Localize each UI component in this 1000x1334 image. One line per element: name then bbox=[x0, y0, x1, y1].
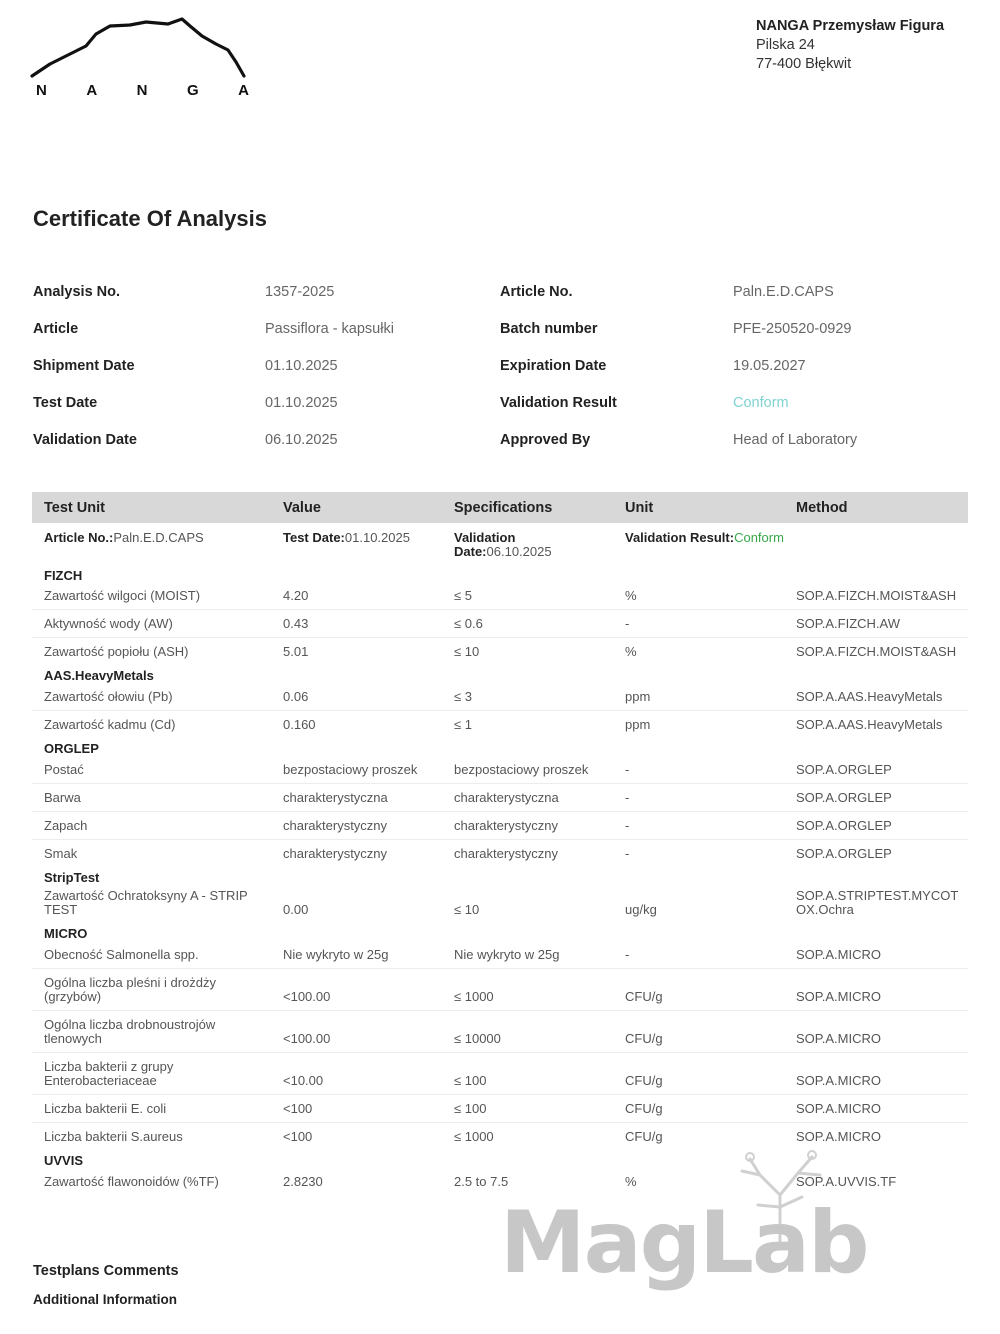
method-cell: SOP.A.FIZCH.MOIST&ASH bbox=[796, 644, 957, 659]
method-cell: SOP.A.ORGLEP bbox=[796, 762, 892, 777]
test-date-value: 01.10.2025 bbox=[265, 395, 338, 411]
value-cell: <100 bbox=[283, 1101, 313, 1116]
table-row bbox=[32, 1011, 968, 1053]
spec-cell: ≤ 100 bbox=[454, 1101, 487, 1116]
article-summary-row bbox=[32, 523, 968, 565]
summary-validation-label-2: Date: bbox=[454, 544, 487, 559]
meta-row bbox=[0, 284, 1000, 304]
spec-cell: ≤ 100 bbox=[454, 1073, 487, 1088]
method-cell: SOP.A.UVVIS.TF bbox=[796, 1174, 897, 1189]
test-unit-cell: Barwa bbox=[44, 790, 81, 805]
summary-test-date-label: Test Date: bbox=[283, 530, 345, 545]
spec-cell: charakterystyczny bbox=[454, 846, 559, 861]
unit-cell: CFU/g bbox=[625, 1101, 663, 1116]
method-cell: SOP.A.FIZCH.AW bbox=[796, 616, 901, 631]
test-unit-cell: Zawartość ołowiu (Pb) bbox=[44, 689, 173, 704]
value-cell: charakterystyczny bbox=[283, 846, 388, 861]
method-cell: SOP.A.MICRO bbox=[796, 1031, 882, 1046]
spec-cell: ≤ 0.6 bbox=[454, 616, 483, 631]
value-cell: 2.8230 bbox=[283, 1174, 323, 1189]
summary-article bbox=[44, 531, 204, 545]
group-heading bbox=[32, 565, 968, 583]
value-cell: <100.00 bbox=[283, 989, 331, 1004]
method-cell: SOP.A.MICRO bbox=[796, 1129, 882, 1144]
article-value: Passiflora - kapsułki bbox=[265, 321, 394, 337]
table-row bbox=[32, 784, 968, 812]
table-row bbox=[32, 1053, 968, 1095]
summary-article-value: Paln.E.D.CAPS bbox=[113, 530, 204, 545]
table-row bbox=[32, 610, 968, 638]
group-name: MICRO bbox=[44, 926, 88, 941]
company-city: 77-400 Błękwit bbox=[756, 56, 852, 72]
table-header bbox=[32, 492, 968, 523]
approved-by-value: Head of Laboratory bbox=[733, 432, 858, 448]
value-cell: 5.01 bbox=[283, 644, 309, 659]
expiration-date-label: Expiration Date bbox=[500, 358, 607, 374]
summary-result-value: Conform bbox=[734, 530, 784, 545]
method-cell: SOP.A.MICRO bbox=[796, 947, 882, 962]
value-cell: Nie wykryto w 25g bbox=[283, 947, 389, 962]
company-name: NANGA Przemysław Figura bbox=[756, 18, 945, 34]
spec-cell: ≤ 5 bbox=[454, 588, 472, 603]
validation-result-label: Validation Result bbox=[500, 395, 617, 411]
value-cell: 0.06 bbox=[283, 689, 309, 704]
spec-cell: bezpostaciowy proszek bbox=[454, 762, 589, 777]
test-unit-cell: Liczba bakterii z grupy Enterobacteriaceae bbox=[44, 1059, 174, 1088]
spec-cell: charakterystyczny bbox=[454, 818, 559, 833]
table-row bbox=[32, 583, 968, 610]
method-cell: SOP.A.MICRO bbox=[796, 1101, 882, 1116]
header-unit: Unit bbox=[625, 500, 654, 516]
spec-cell: ≤ 10 bbox=[454, 902, 480, 917]
unit-cell: CFU/g bbox=[625, 1031, 663, 1046]
article-label: Article bbox=[33, 321, 79, 337]
method-cell: SOP.A.FIZCH.MOIST&ASH bbox=[796, 588, 957, 603]
value-cell: charakterystyczna bbox=[283, 790, 388, 805]
spec-cell: ≤ 1000 bbox=[454, 989, 494, 1004]
test-date-label: Test Date bbox=[33, 395, 98, 411]
meta-row bbox=[0, 358, 1000, 378]
spec-cell: ≤ 1000 bbox=[454, 1129, 494, 1144]
mountain-logo-icon bbox=[30, 16, 252, 80]
spec-cell: ≤ 3 bbox=[454, 689, 472, 704]
testplans-comments-heading: Testplans Comments bbox=[33, 1263, 179, 1279]
test-unit-cell: Liczba bakterii S.aureus bbox=[44, 1129, 183, 1144]
validation-result-value: Conform bbox=[733, 395, 789, 411]
group-heading bbox=[32, 923, 968, 941]
test-unit-cell: Zawartość popiołu (ASH) bbox=[44, 644, 189, 659]
page-title: Certificate Of Analysis bbox=[33, 206, 267, 231]
value-cell: <10.00 bbox=[283, 1073, 324, 1088]
unit-cell: % bbox=[625, 1174, 637, 1189]
spec-cell: ≤ 10000 bbox=[454, 1031, 501, 1046]
test-unit-cell: Postać bbox=[44, 762, 84, 777]
group-name: AAS.HeavyMetals bbox=[44, 668, 154, 683]
validation-date-label: Validation Date bbox=[33, 432, 137, 448]
value-cell: <100 bbox=[283, 1129, 313, 1144]
analysis-no-label: Analysis No. bbox=[33, 284, 121, 300]
method-cell: SOP.A.AAS.HeavyMetals bbox=[796, 717, 943, 732]
test-unit-cell: Zawartość wilgoci (MOIST) bbox=[44, 588, 201, 603]
unit-cell: ppm bbox=[625, 689, 651, 704]
table-row bbox=[32, 711, 968, 738]
table-row bbox=[32, 812, 968, 840]
logo-letter: N bbox=[136, 82, 149, 99]
meta-row bbox=[0, 395, 1000, 415]
method-cell: SOP.A.ORGLEP bbox=[796, 790, 892, 805]
unit-cell: % bbox=[625, 588, 637, 603]
logo-letter: N bbox=[36, 82, 48, 99]
value-cell: 4.20 bbox=[283, 588, 309, 603]
batch-label: Batch number bbox=[500, 321, 598, 337]
test-unit-cell: Zawartość Ochratoksyny A - STRIP TEST bbox=[44, 888, 248, 917]
approved-by-label: Approved By bbox=[500, 432, 591, 448]
summary-article-label: Article No.: bbox=[44, 530, 114, 545]
test-unit-cell: Aktywność wody (AW) bbox=[44, 616, 173, 631]
summary-validation-date bbox=[454, 531, 552, 559]
group-name: StripTest bbox=[44, 870, 100, 885]
method-cell: SOP.A.MICRO bbox=[796, 1073, 882, 1088]
unit-cell: - bbox=[625, 762, 630, 777]
analysis-no-value: 1357-2025 bbox=[265, 284, 335, 300]
summary-validation-result bbox=[625, 531, 784, 545]
test-unit-cell: Zapach bbox=[44, 818, 88, 833]
value-cell: 0.43 bbox=[283, 616, 309, 631]
nanga-logo bbox=[30, 16, 252, 100]
test-unit-cell: Zawartość flawonoidów (%TF) bbox=[44, 1174, 219, 1189]
method-cell: SOP.A.ORGLEP bbox=[796, 846, 892, 861]
test-unit-cell: Obecność Salmonella spp. bbox=[44, 947, 199, 962]
unit-cell: CFU/g bbox=[625, 989, 663, 1004]
header-test-unit: Test Unit bbox=[44, 500, 105, 516]
unit-cell: ppm bbox=[625, 717, 651, 732]
test-unit-cell: Zawartość kadmu (Cd) bbox=[44, 717, 176, 732]
results-table bbox=[32, 492, 968, 1195]
unit-cell: % bbox=[625, 644, 637, 659]
shipment-date-value: 01.10.2025 bbox=[265, 358, 338, 374]
shipment-date-label: Shipment Date bbox=[33, 358, 135, 374]
method-cell: SOP.A.STRIPTEST.MYCOTOX.Ochra bbox=[796, 888, 959, 917]
meta-row bbox=[0, 432, 1000, 452]
group-heading bbox=[32, 738, 968, 756]
value-cell: 0.00 bbox=[283, 902, 309, 917]
table-row bbox=[32, 885, 968, 923]
value-cell: charakterystyczny bbox=[283, 818, 388, 833]
summary-test-date-value: 01.10.2025 bbox=[344, 530, 410, 545]
summary-result-label: Validation Result: bbox=[625, 530, 735, 545]
test-unit-cell: Liczba bakterii E. coli bbox=[44, 1101, 167, 1116]
company-address bbox=[756, 17, 944, 74]
value-cell: <100.00 bbox=[283, 1031, 331, 1046]
unit-cell: CFU/g bbox=[625, 1129, 663, 1144]
summary-validation-value: 06.10.2025 bbox=[486, 544, 552, 559]
unit-cell: - bbox=[625, 846, 630, 861]
batch-value: PFE-250520-0929 bbox=[733, 321, 852, 337]
spec-cell: ≤ 10 bbox=[454, 644, 480, 659]
unit-cell: - bbox=[625, 616, 630, 631]
test-unit-cell: Ogólna liczba drobnoustrojów tlenowych bbox=[44, 1017, 216, 1046]
article-no-label: Article No. bbox=[500, 284, 573, 300]
logo-letter: A bbox=[86, 82, 99, 99]
group-name: UVVIS bbox=[44, 1153, 84, 1168]
table-row bbox=[32, 1095, 968, 1123]
table-row bbox=[32, 638, 968, 665]
spec-cell: 2.5 to 7.5 bbox=[454, 1174, 509, 1189]
group-heading bbox=[32, 665, 968, 683]
unit-cell: - bbox=[625, 947, 630, 962]
method-cell: SOP.A.MICRO bbox=[796, 989, 882, 1004]
unit-cell: - bbox=[625, 790, 630, 805]
header-value: Value bbox=[283, 500, 321, 516]
unit-cell: CFU/g bbox=[625, 1073, 663, 1088]
spec-cell: Nie wykryto w 25g bbox=[454, 947, 560, 962]
group-name: FIZCH bbox=[44, 568, 83, 583]
value-cell: 0.160 bbox=[283, 717, 316, 732]
header-specifications: Specifications bbox=[454, 500, 553, 516]
unit-cell: ug/kg bbox=[625, 902, 657, 917]
logo-letter: G bbox=[186, 82, 200, 99]
value-cell: bezpostaciowy proszek bbox=[283, 762, 418, 777]
additional-information-heading: Additional Information bbox=[33, 1292, 177, 1307]
logo-wordmark bbox=[36, 82, 250, 99]
method-cell: SOP.A.ORGLEP bbox=[796, 818, 892, 833]
table-row bbox=[32, 840, 968, 867]
meta-row bbox=[0, 321, 1000, 341]
spec-cell: ≤ 1 bbox=[454, 717, 472, 732]
table-row bbox=[32, 941, 968, 969]
spec-cell: charakterystyczna bbox=[454, 790, 559, 805]
expiration-date-value: 19.05.2027 bbox=[733, 358, 806, 374]
summary-validation-label-1: Validation bbox=[454, 530, 516, 545]
table-row bbox=[32, 969, 968, 1011]
method-cell: SOP.A.AAS.HeavyMetals bbox=[796, 689, 943, 704]
header-method: Method bbox=[796, 500, 848, 516]
table-row bbox=[32, 756, 968, 784]
group-name: ORGLEP bbox=[44, 741, 99, 756]
table-row bbox=[32, 683, 968, 711]
article-no-value: Paln.E.D.CAPS bbox=[733, 284, 834, 300]
group-heading bbox=[32, 867, 968, 885]
watermark-text: MagLab bbox=[500, 1193, 868, 1293]
test-unit-cell: Smak bbox=[44, 846, 78, 861]
test-unit-cell: Ogólna liczba pleśni i drożdży (grzybów) bbox=[44, 975, 216, 1004]
summary-test-date bbox=[283, 531, 410, 545]
validation-date-value: 06.10.2025 bbox=[265, 432, 338, 448]
logo-letter: A bbox=[238, 82, 250, 99]
company-street: Pilska 24 bbox=[756, 37, 815, 53]
unit-cell: - bbox=[625, 818, 630, 833]
